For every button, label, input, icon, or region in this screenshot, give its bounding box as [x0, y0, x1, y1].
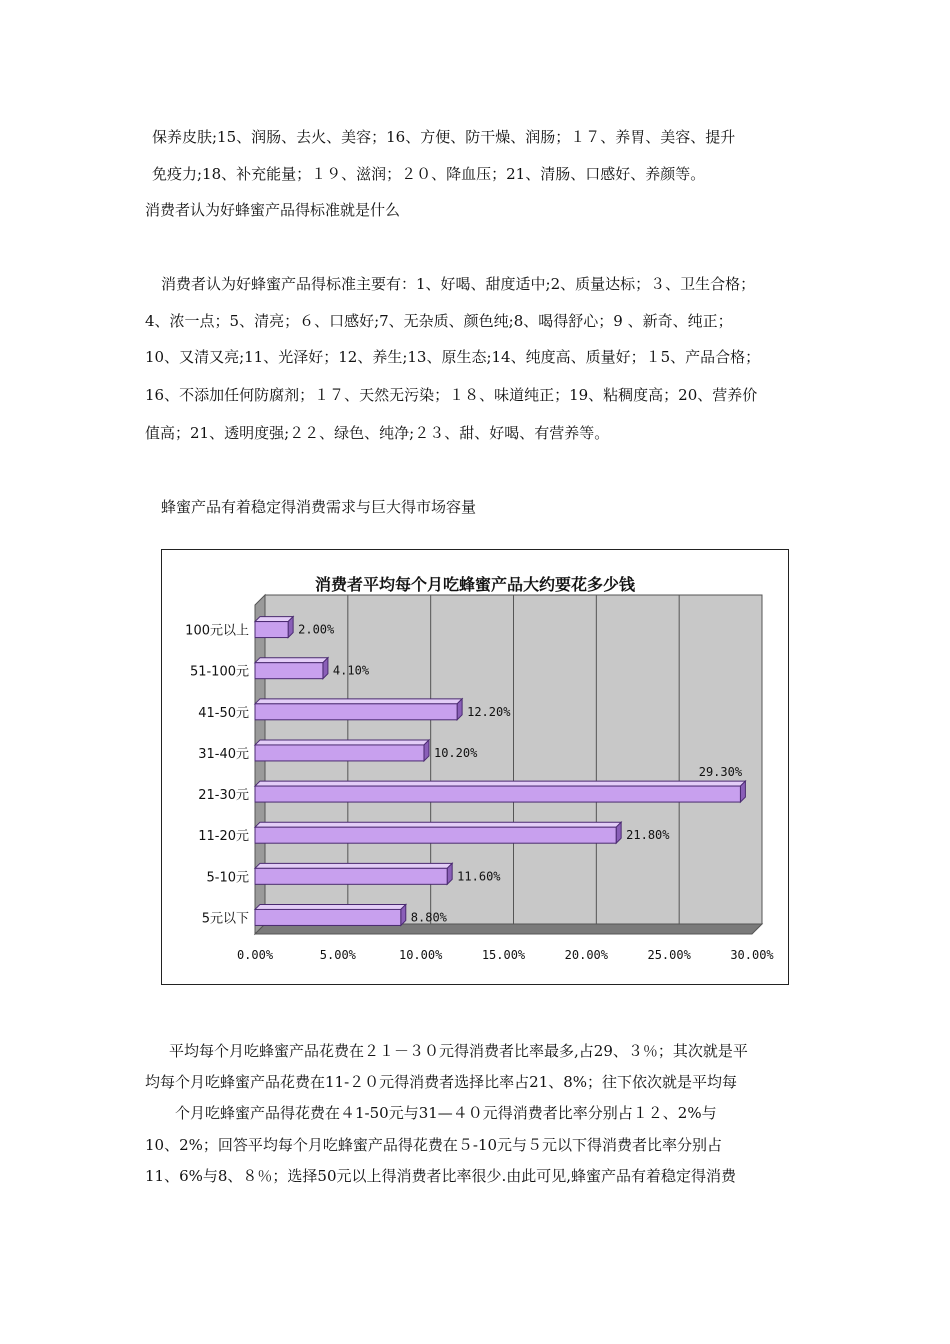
section-heading: 消费者认为好蜂蜜产品得标准就是什么: [145, 201, 401, 219]
text-line: 10、2%；回答平均每个月吃蜂蜜产品得花费在５-10元与５元以下得消费者比率分别占: [145, 1136, 723, 1154]
data-label: 10.20%: [433, 745, 478, 760]
text-line: 平均每个月吃蜂蜜产品花费在２１－３０元得消费者比率最多,占29、３％；其次就是平: [169, 1042, 748, 1060]
bar: [255, 786, 740, 802]
bar: [255, 745, 424, 761]
text-line: 个月吃蜂蜜产品得花费在４1-50元与31—４０元得消费者比率分别占１２、2%与: [175, 1104, 717, 1122]
bar-top-face: [255, 781, 745, 786]
data-label: 21.80%: [626, 828, 670, 843]
y-tick-label: 11-20元: [198, 829, 249, 845]
bar-top-face: [255, 904, 406, 909]
bar-top-face: [255, 822, 621, 827]
x-tick-label: 15.00%: [481, 948, 526, 962]
y-tick-label: 21-30元: [198, 788, 249, 804]
text-line: 16、不添加任何防腐剂；１７、天然无污染；１８、味道纯正；19、粘稠度高；20、营养价: [145, 386, 758, 404]
text-line: 免疫力;18、补充能量；１９、滋润；２０、降血压；21、清肠、口感好、养颜等。: [152, 165, 706, 183]
y-tick-label: 100元以上: [185, 623, 249, 639]
data-label: 12.20%: [467, 704, 511, 719]
x-tick-label: 10.00%: [398, 948, 443, 962]
bar: [255, 622, 288, 638]
data-label: 2.00%: [298, 622, 335, 637]
x-tick-label: 30.00%: [730, 948, 774, 962]
bar: [255, 663, 323, 679]
bar: [255, 909, 401, 925]
text-line: 11、6%与8、８％；选择50元以上得消费者比率很少.由此可见,蜂蜜产品有着稳定得消费: [145, 1167, 737, 1185]
x-tick-label: 20.00%: [564, 948, 609, 962]
bar-top-face: [255, 863, 452, 868]
x-tick-label: 0.00%: [236, 948, 274, 962]
bar: [255, 868, 447, 884]
data-label: 11.60%: [457, 869, 501, 884]
text-line: 消费者认为好蜂蜜产品得标准主要有：1、好喝、甜度适中;2、质量达标；３、卫生合格；: [161, 275, 756, 293]
bar-top-face: [255, 740, 429, 745]
y-tick-label: 5元以下: [201, 911, 249, 927]
bar: [255, 827, 616, 843]
text-line: 保养皮肤;15、润肠、去火、美容；16、方便、防干燥、润肠；１７、养胃、美容、提升: [152, 128, 736, 146]
chart-svg: [162, 550, 788, 984]
section-heading: 蜂蜜产品有着稳定得消费需求与巨大得市场容量: [161, 498, 477, 516]
text-line: 4、浓一点；5、清亮；６、口感好;7、无杂质、颜色纯;8、喝得舒心；9 、新奇、纯正；: [145, 312, 733, 330]
bar: [255, 704, 457, 720]
data-label: 29.30%: [698, 765, 743, 780]
text-line: 值高；21、透明度强;２２、绿色、纯净;２３、甜、好喝、有营养等。: [145, 424, 610, 442]
x-tick-label: 25.00%: [647, 948, 691, 962]
y-tick-label: 5-10元: [206, 870, 249, 886]
data-label: 4.10%: [332, 663, 370, 678]
bar-top-face: [255, 699, 462, 704]
x-tick-label: 5.00%: [319, 948, 356, 962]
data-label: 8.80%: [410, 910, 447, 925]
y-tick-label: 41-50元: [198, 705, 249, 721]
text-line: 10、又清又亮;11、光泽好；12、养生;13、原生态;14、纯度高、质量好；１5、产品合格；: [145, 348, 761, 366]
y-tick-label: 51-100元: [189, 664, 249, 680]
y-tick-label: 31-40元: [198, 746, 249, 762]
text-line: 均每个月吃蜂蜜产品花费在11-２０元得消费者选择比率占21、8%；往下依次就是平均每: [145, 1073, 738, 1091]
chart-title: 消费者平均每个月吃蜂蜜产品大约要花多少钱: [314, 575, 636, 594]
bar-top-face: [255, 617, 293, 622]
bar-chart: [161, 549, 789, 985]
bar-top-face: [255, 658, 328, 663]
